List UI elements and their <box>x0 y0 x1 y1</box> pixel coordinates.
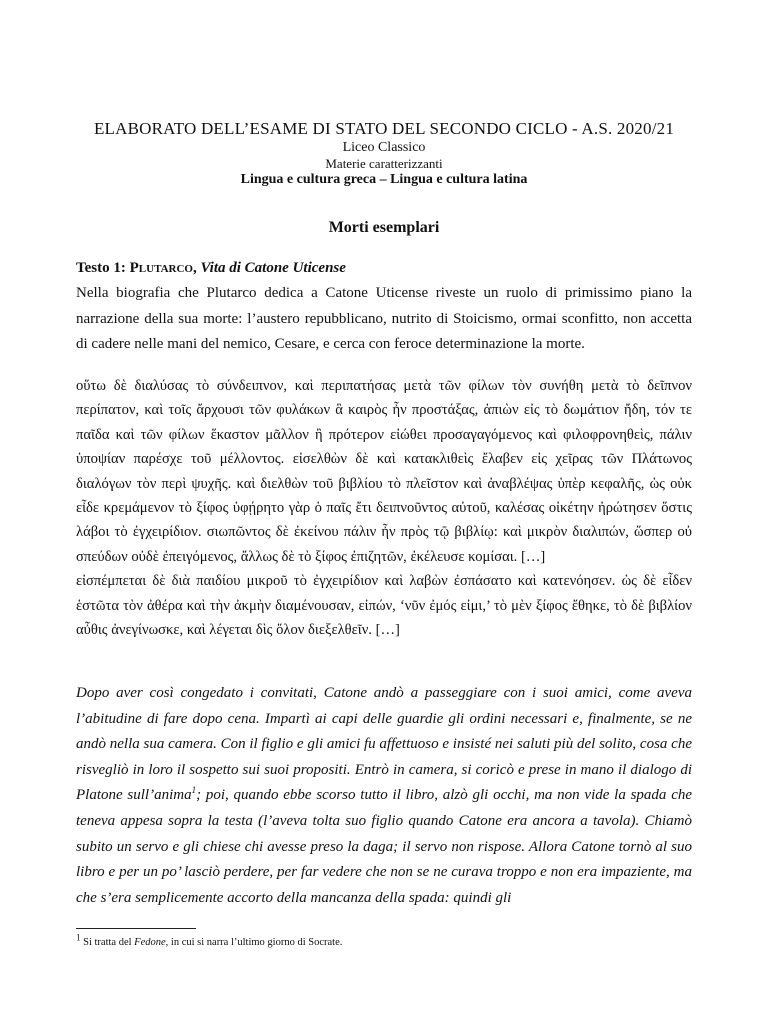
footnote-text-after: , in cui si narra l’ultimo giorno di Socrate. <box>165 937 343 948</box>
footnote-divider <box>76 928 196 929</box>
footnote-text-before: Si tratta del <box>80 937 135 948</box>
text-label: Testo 1: <box>76 260 130 276</box>
school-name: Liceo Classico <box>342 140 426 155</box>
text-separator: , <box>192 260 201 276</box>
subjects: Lingua e cultura greca – Lingua e cultura latina <box>240 172 528 187</box>
text-author: Plutarco <box>129 260 193 276</box>
subjects-label: Materie caratterizzanti <box>325 156 443 171</box>
text-work-title: Vita di Catone Uticense <box>200 260 346 276</box>
intro-paragraph: Nella biografia che Plutarco dedica a Catone Uticense riveste un ruolo di primissimo piano la narrazione della sua morte: l’austero repubblicano, nutrito di Stoicismo, ormai sconfitto, non accetta di cadere nelle mani del nemico, Cesare, e cerca con feroce determinazione la morte. <box>76 285 692 352</box>
greek-paragraph-1: οὕτω δὲ διαλύσας τὸ σύνδειπνον, καὶ περιπατήσας μετὰ τῶν φίλων τὸν συνήθη μετὰ τὸ δεῖπνον περίπατον, καὶ τοῖς ἄρχουσι τῶν φυλάκων ἃ καιρὸς ἦν προστάξας, ἀπιὼν εἰς τὸ δωμάτιον ἤδη, τόν τε παῖδα καὶ τῶν φίλων ἕκαστον μᾶλλον ἢ πρότερον εἰώθει προσαγαγόμενος καὶ φιλοφρονηθεὶς, πάλιν ὑποψίαν παρέσχε τοῦ μέλλοντος. εἰσελθὼν δὲ καὶ κατακλιθεὶς ἔλαβεν εἰς χεῖρας τῶν Πλάτωνος διαλόγων τὸν περὶ ψυχῆς. καὶ διελθὼν τοῦ βιβλίου τὸ πλεῖστον καὶ ἀναβλέψας ὑπὲρ κεφαλῆς, ὡς οὐκ εἶδε κρεμάμενον τὸ ξίφος ὑφῄρητο γὰρ ὁ παῖς ἔτι δειπνοῦντος αὐτοῦ, καλέσας οἰκέτην ἠρώτησεν ὅστις λάβοι τὸ ἐγχειρίδιον. σιωπῶντος δὲ ἐκείνου πάλιν ἦν πρὸς τῷ βιβλίῳ: καὶ μικρὸν διαλιπών, ὥσπερ οὐ σπεύδων οὐδὲ ἐπειγόμενος, ἄλλως δὲ τὸ ξίφος ἐπιζητῶν, ἐκέλευσε κομίσαι. […] <box>76 378 692 565</box>
footnote-number: 1 <box>76 932 81 943</box>
footnote-reference[interactable]: 1 <box>191 785 197 796</box>
footnote-work: Fedone <box>134 937 166 948</box>
section-title: Morti esemplari <box>328 219 440 236</box>
exam-title: ELABORATO DELL’ESAME DI STATO DEL SECONDO CICLO - A.S. 2020/21 <box>93 119 675 138</box>
translation-part-b: ; poi, quando ebbe scorso tutto il libro, alzò gli occhi, ma non vide la spada che teneva appesa sopra la testa (l’aveva tolta suo figlio quando Catone era ancora a tavola). Chiamò subito un servo e gli chiese chi avesse preso la daga; il servo non rispose. Allora Catone tornò al suo libro e per un po’ lasciò perdere, per far vedere che non se ne curava troppo e non era impaziente, ma che s’era semplicemente accorto della mancanza della spada: quindi gli <box>76 787 693 906</box>
translation-paragraph <box>76 681 692 911</box>
document-header <box>0 118 768 189</box>
text-heading <box>76 258 692 278</box>
footnote <box>76 932 692 950</box>
greek-paragraph-2: εἰσπέμπεται δὲ διὰ παιδίου μικροῦ τὸ ἐγχειρίδιον καὶ λαβὼν ἐσπάσατο καὶ κατενόησεν. ὡς δὲ εἶδεν ἑστῶτα τὸν ἀθέρα καὶ τὴν ἀκμὴν διαμένουσαν, εἰπών, ‘νῦν ἐμός εἰμι,’ τὸ μὲν ξίφος ἔθηκε, τὸ δὲ βιβλίον αὖθις ἀνεγίνωσκε, καὶ λέγεται δὶς ὅλον διεξελθεῖν. […] <box>76 573 692 639</box>
greek-text <box>76 374 692 642</box>
translation-part-a: Dopo aver così congedato i convitati, Catone andò a passeggiare con i suoi amici, come aveva l’abitudine di fare dopo cena. Impartì ai capi delle guardie gli ordini necessari e, finalmente, se ne andò nella sua camera. Con il figlio e gli amici fu affettuoso e insisté nei saluti più del solito, cosa che risvegliò in loro il sospetto sui suoi propositi. Entrò in camera, si coricò e prese in mano il dialogo di Platone sull’anima <box>76 685 692 804</box>
